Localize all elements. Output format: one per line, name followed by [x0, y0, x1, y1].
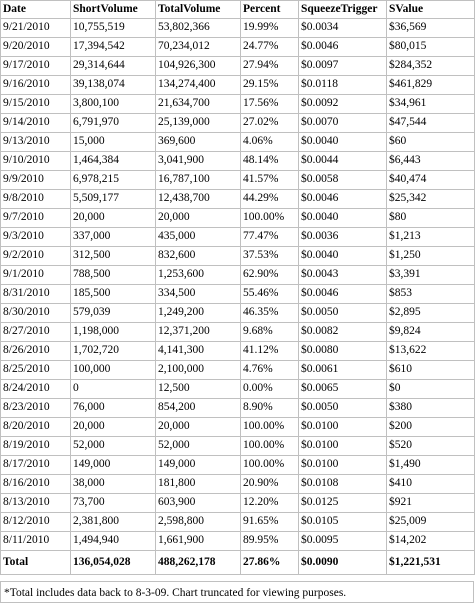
total-svalue: $1,221,531 — [387, 551, 475, 575]
short-volume-cell: 1,702,720 — [71, 342, 156, 361]
total-volume-cell: 369,600 — [156, 133, 241, 152]
squeeze-trigger-cell: $0.0040 — [299, 247, 387, 266]
percent-cell: 48.14% — [241, 152, 299, 171]
short-volume-cell: 20,000 — [71, 418, 156, 437]
short-volume-cell: 1,494,940 — [71, 532, 156, 551]
table-row — [1, 342, 475, 361]
short-volume-cell: 5,509,177 — [71, 190, 156, 209]
short-volume-cell: 100,000 — [71, 361, 156, 380]
total-volume-cell: 2,100,000 — [156, 361, 241, 380]
squeeze-trigger-cell: $0.0105 — [299, 513, 387, 532]
table-body — [1, 19, 475, 551]
table-row — [1, 437, 475, 456]
short-volume-cell: 149,000 — [71, 456, 156, 475]
total-volume-cell: 12,438,700 — [156, 190, 241, 209]
svalue-cell: $60 — [387, 133, 475, 152]
short-volume-cell: 185,500 — [71, 285, 156, 304]
percent-cell: 27.94% — [241, 57, 299, 76]
total-volume-cell: 832,600 — [156, 247, 241, 266]
total-volume-cell: 53,802,366 — [156, 19, 241, 38]
short-volume-cell: 1,464,384 — [71, 152, 156, 171]
total-volume-cell: 21,634,700 — [156, 95, 241, 114]
total-volume-cell: 3,041,900 — [156, 152, 241, 171]
table-row — [1, 304, 475, 323]
svalue-cell: $25,342 — [387, 190, 475, 209]
total-volume-cell: 2,598,800 — [156, 513, 241, 532]
squeeze-trigger-cell: $0.0044 — [299, 152, 387, 171]
table-row — [1, 228, 475, 247]
squeeze-trigger-cell: $0.0050 — [299, 304, 387, 323]
date-cell: 9/2/2010 — [1, 247, 71, 266]
svalue-cell: $410 — [387, 475, 475, 494]
total-short-volume: 136,054,028 — [71, 551, 156, 575]
table-row — [1, 209, 475, 228]
total-percent: 27.86% — [241, 551, 299, 575]
percent-cell: 20.90% — [241, 475, 299, 494]
svalue-cell: $1,490 — [387, 456, 475, 475]
svalue-cell: $0 — [387, 380, 475, 399]
percent-cell: 100.00% — [241, 418, 299, 437]
percent-cell: 37.53% — [241, 247, 299, 266]
header-percent: Percent — [241, 1, 299, 19]
total-volume-cell: 20,000 — [156, 209, 241, 228]
table-row — [1, 323, 475, 342]
percent-cell: 8.90% — [241, 399, 299, 418]
squeeze-trigger-cell: $0.0095 — [299, 532, 387, 551]
table-row — [1, 285, 475, 304]
svalue-cell: $40,474 — [387, 171, 475, 190]
squeeze-trigger-cell: $0.0046 — [299, 190, 387, 209]
short-volume-cell: 2,381,800 — [71, 513, 156, 532]
svalue-cell: $520 — [387, 437, 475, 456]
squeeze-trigger-cell: $0.0092 — [299, 95, 387, 114]
total-volume-cell: 70,234,012 — [156, 38, 241, 57]
total-volume-cell: 12,500 — [156, 380, 241, 399]
date-cell: 8/31/2010 — [1, 285, 71, 304]
total-volume-cell: 435,000 — [156, 228, 241, 247]
date-cell: 8/26/2010 — [1, 342, 71, 361]
svalue-cell: $921 — [387, 494, 475, 513]
table-row — [1, 95, 475, 114]
total-volume-cell: 20,000 — [156, 418, 241, 437]
squeeze-trigger-cell: $0.0118 — [299, 76, 387, 95]
percent-cell: 89.95% — [241, 532, 299, 551]
short-volume-cell: 579,039 — [71, 304, 156, 323]
total-volume-cell: 603,900 — [156, 494, 241, 513]
total-volume-cell: 1,253,600 — [156, 266, 241, 285]
percent-cell: 17.56% — [241, 95, 299, 114]
percent-cell: 100.00% — [241, 456, 299, 475]
header-total-volume: TotalVolume — [156, 1, 241, 19]
total-volume-cell: 334,500 — [156, 285, 241, 304]
squeeze-trigger-cell: $0.0065 — [299, 380, 387, 399]
percent-cell: 44.29% — [241, 190, 299, 209]
squeeze-trigger-cell: $0.0082 — [299, 323, 387, 342]
percent-cell: 46.35% — [241, 304, 299, 323]
table-row — [1, 532, 475, 551]
percent-cell: 9.68% — [241, 323, 299, 342]
table-row — [1, 513, 475, 532]
svalue-cell: $9,824 — [387, 323, 475, 342]
short-volume-cell: 3,800,100 — [71, 95, 156, 114]
svalue-cell: $380 — [387, 399, 475, 418]
squeeze-trigger-cell: $0.0050 — [299, 399, 387, 418]
svalue-cell: $461,829 — [387, 76, 475, 95]
squeeze-trigger-cell: $0.0100 — [299, 437, 387, 456]
short-volume-cell: 73,700 — [71, 494, 156, 513]
squeeze-trigger-cell: $0.0058 — [299, 171, 387, 190]
svalue-cell: $853 — [387, 285, 475, 304]
total-volume-cell: 134,274,400 — [156, 76, 241, 95]
percent-cell: 100.00% — [241, 437, 299, 456]
date-cell: 8/17/2010 — [1, 456, 71, 475]
total-volume-cell: 12,371,200 — [156, 323, 241, 342]
date-cell: 9/21/2010 — [1, 19, 71, 38]
squeeze-trigger-cell: $0.0097 — [299, 57, 387, 76]
total-volume-cell: 52,000 — [156, 437, 241, 456]
short-volume-cell: 312,500 — [71, 247, 156, 266]
percent-cell: 4.06% — [241, 133, 299, 152]
date-cell: 9/8/2010 — [1, 190, 71, 209]
short-volume-cell: 20,000 — [71, 209, 156, 228]
total-volume-cell: 104,926,300 — [156, 57, 241, 76]
squeeze-trigger-cell: $0.0046 — [299, 38, 387, 57]
date-cell: 9/1/2010 — [1, 266, 71, 285]
svalue-cell: $25,009 — [387, 513, 475, 532]
short-volume-cell: 29,314,644 — [71, 57, 156, 76]
total-volume-cell: 149,000 — [156, 456, 241, 475]
total-volume-cell: 1,661,900 — [156, 532, 241, 551]
svalue-cell: $2,895 — [387, 304, 475, 323]
header-row — [1, 1, 475, 19]
short-volume-cell: 52,000 — [71, 437, 156, 456]
total-volume-cell: 16,787,100 — [156, 171, 241, 190]
date-cell: 8/30/2010 — [1, 304, 71, 323]
table-row — [1, 19, 475, 38]
total-volume-cell: 1,249,200 — [156, 304, 241, 323]
date-cell: 8/19/2010 — [1, 437, 71, 456]
svalue-cell: $284,352 — [387, 57, 475, 76]
table-row — [1, 171, 475, 190]
percent-cell: 19.99% — [241, 19, 299, 38]
percent-cell: 4.76% — [241, 361, 299, 380]
total-total-volume: 488,262,178 — [156, 551, 241, 575]
header-squeeze-trigger: SqueezeTrigger — [299, 1, 387, 19]
header-short-volume: ShortVolume — [71, 1, 156, 19]
svalue-cell: $36,569 — [387, 19, 475, 38]
percent-cell: 62.90% — [241, 266, 299, 285]
table-row — [1, 266, 475, 285]
date-cell: 9/14/2010 — [1, 114, 71, 133]
table-row — [1, 475, 475, 494]
short-volume-cell: 337,000 — [71, 228, 156, 247]
table-row — [1, 57, 475, 76]
short-volume-cell: 17,394,542 — [71, 38, 156, 57]
total-label: Total — [1, 551, 71, 575]
date-cell: 8/11/2010 — [1, 532, 71, 551]
squeeze-trigger-cell: $0.0080 — [299, 342, 387, 361]
total-squeeze-trigger: $0.0090 — [299, 551, 387, 575]
date-cell: 9/9/2010 — [1, 171, 71, 190]
table-row — [1, 494, 475, 513]
squeeze-trigger-cell: $0.0040 — [299, 133, 387, 152]
percent-cell: 91.65% — [241, 513, 299, 532]
short-volume-cell: 76,000 — [71, 399, 156, 418]
table-row — [1, 114, 475, 133]
percent-cell: 77.47% — [241, 228, 299, 247]
date-cell: 8/24/2010 — [1, 380, 71, 399]
svalue-cell: $610 — [387, 361, 475, 380]
squeeze-trigger-cell: $0.0070 — [299, 114, 387, 133]
squeeze-trigger-cell: $0.0043 — [299, 266, 387, 285]
table-row — [1, 133, 475, 152]
date-cell: 9/15/2010 — [1, 95, 71, 114]
date-cell: 9/16/2010 — [1, 76, 71, 95]
short-volume-cell: 1,198,000 — [71, 323, 156, 342]
svalue-cell: $14,202 — [387, 532, 475, 551]
squeeze-trigger-cell: $0.0036 — [299, 228, 387, 247]
percent-cell: 24.77% — [241, 38, 299, 57]
svalue-cell: $1,250 — [387, 247, 475, 266]
svalue-cell: $1,213 — [387, 228, 475, 247]
date-cell: 9/7/2010 — [1, 209, 71, 228]
percent-cell: 0.00% — [241, 380, 299, 399]
squeeze-trigger-cell: $0.0061 — [299, 361, 387, 380]
short-volume-cell: 6,791,970 — [71, 114, 156, 133]
date-cell: 8/16/2010 — [1, 475, 71, 494]
date-cell: 9/17/2010 — [1, 57, 71, 76]
table-row — [1, 380, 475, 399]
short-volume-cell: 6,978,215 — [71, 171, 156, 190]
svalue-cell: $47,544 — [387, 114, 475, 133]
percent-cell: 55.46% — [241, 285, 299, 304]
squeeze-trigger-cell: $0.0108 — [299, 475, 387, 494]
date-cell: 9/3/2010 — [1, 228, 71, 247]
squeeze-trigger-cell: $0.0034 — [299, 19, 387, 38]
squeeze-trigger-cell: $0.0040 — [299, 209, 387, 228]
total-row — [1, 551, 475, 575]
squeeze-trigger-cell: $0.0100 — [299, 456, 387, 475]
short-volume-cell: 39,138,074 — [71, 76, 156, 95]
percent-cell: 100.00% — [241, 209, 299, 228]
percent-cell: 41.12% — [241, 342, 299, 361]
percent-cell: 27.02% — [241, 114, 299, 133]
table-row — [1, 456, 475, 475]
table-row — [1, 247, 475, 266]
short-volume-cell: 38,000 — [71, 475, 156, 494]
table-row — [1, 76, 475, 95]
header-date: Date — [1, 1, 71, 19]
short-volume-cell: 15,000 — [71, 133, 156, 152]
total-volume-cell: 854,200 — [156, 399, 241, 418]
percent-cell: 41.57% — [241, 171, 299, 190]
date-cell: 8/25/2010 — [1, 361, 71, 380]
squeeze-trigger-cell: $0.0100 — [299, 418, 387, 437]
short-volume-cell: 0 — [71, 380, 156, 399]
svalue-cell: $80,015 — [387, 38, 475, 57]
short-volume-cell: 10,755,519 — [71, 19, 156, 38]
svalue-cell: $200 — [387, 418, 475, 437]
date-cell: 9/13/2010 — [1, 133, 71, 152]
total-volume-cell: 4,141,300 — [156, 342, 241, 361]
footnote: *Total includes data back to 8-3-09. Chart truncated for viewing purposes. — [0, 581, 474, 603]
date-cell: 9/20/2010 — [1, 38, 71, 57]
date-cell: 8/12/2010 — [1, 513, 71, 532]
date-cell: 8/27/2010 — [1, 323, 71, 342]
date-cell: 9/10/2010 — [1, 152, 71, 171]
table-row — [1, 418, 475, 437]
svalue-cell: $80 — [387, 209, 475, 228]
date-cell: 8/23/2010 — [1, 399, 71, 418]
squeeze-trigger-cell: $0.0125 — [299, 494, 387, 513]
total-volume-cell: 25,139,000 — [156, 114, 241, 133]
svalue-cell: $34,961 — [387, 95, 475, 114]
svalue-cell: $6,443 — [387, 152, 475, 171]
date-cell: 8/20/2010 — [1, 418, 71, 437]
total-volume-cell: 181,800 — [156, 475, 241, 494]
svalue-cell: $13,622 — [387, 342, 475, 361]
percent-cell: 12.20% — [241, 494, 299, 513]
squeeze-trigger-cell: $0.0046 — [299, 285, 387, 304]
percent-cell: 29.15% — [241, 76, 299, 95]
date-cell: 8/13/2010 — [1, 494, 71, 513]
table-row — [1, 361, 475, 380]
table-row — [1, 38, 475, 57]
header-svalue: SValue — [387, 1, 475, 19]
short-volume-cell: 788,500 — [71, 266, 156, 285]
table-row — [1, 152, 475, 171]
table-row — [1, 399, 475, 418]
table-row — [1, 190, 475, 209]
svalue-cell: $3,391 — [387, 266, 475, 285]
